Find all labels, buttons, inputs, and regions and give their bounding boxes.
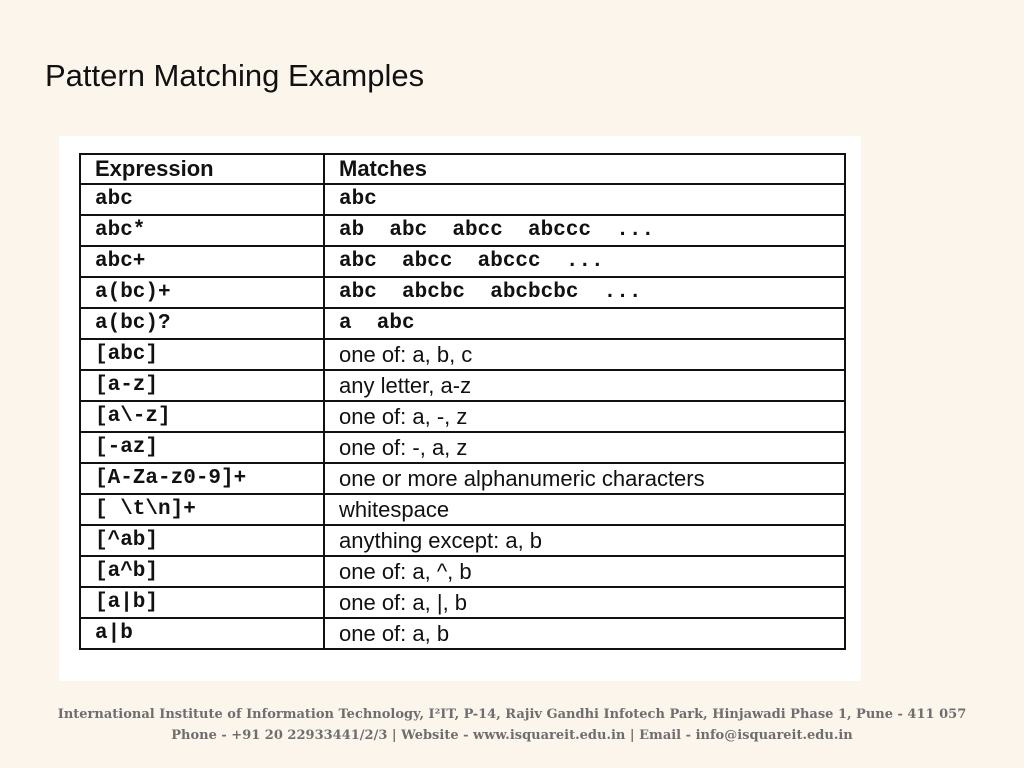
- matches-cell: one of: a, |, b: [324, 587, 845, 618]
- expression-cell: [a^b]: [80, 556, 324, 587]
- table-row: [80, 277, 845, 308]
- table-row: [80, 432, 845, 463]
- matches-cell: anything except: a, b: [324, 525, 845, 556]
- expression-cell: abc+: [80, 246, 324, 277]
- table-row: [80, 215, 845, 246]
- expression-cell: [A-Za-z0-9]+: [80, 463, 324, 494]
- matches-cell: one of: -, a, z: [324, 432, 845, 463]
- table-row: [80, 184, 845, 215]
- matches-cell: any letter, a-z: [324, 370, 845, 401]
- table-row: [80, 525, 845, 556]
- expression-cell: [a-z]: [80, 370, 324, 401]
- table-row: [80, 556, 845, 587]
- expression-cell: [a\-z]: [80, 401, 324, 432]
- expression-cell: [abc]: [80, 339, 324, 370]
- pattern-table: [79, 153, 846, 650]
- table-row: [80, 618, 845, 649]
- expression-cell: a(bc)?: [80, 308, 324, 339]
- matches-cell: one or more alphanumeric characters: [324, 463, 845, 494]
- table-row: [80, 463, 845, 494]
- table-row: [80, 370, 845, 401]
- table-body: [80, 184, 845, 649]
- expression-cell: [ \t\n]+: [80, 494, 324, 525]
- matches-cell: ab abc abcc abccc ...: [324, 215, 845, 246]
- table-row: [80, 339, 845, 370]
- expression-cell: a(bc)+: [80, 277, 324, 308]
- expression-cell: abc*: [80, 215, 324, 246]
- matches-cell: one of: a, b: [324, 618, 845, 649]
- table-header-row: [80, 154, 845, 184]
- table-row: [80, 308, 845, 339]
- matches-cell: abc abcc abccc ...: [324, 246, 845, 277]
- table-row: [80, 494, 845, 525]
- expression-cell: a|b: [80, 618, 324, 649]
- matches-cell: one of: a, ^, b: [324, 556, 845, 587]
- header-matches: Matches: [324, 154, 845, 184]
- table-image-panel: [59, 136, 861, 681]
- header-expression: Expression: [80, 154, 324, 184]
- matches-cell: one of: a, -, z: [324, 401, 845, 432]
- matches-cell: whitespace: [324, 494, 845, 525]
- expression-cell: [-az]: [80, 432, 324, 463]
- table-row: [80, 246, 845, 277]
- footer-address: International Institute of Information Technology, I²IT, P-14, Rajiv Gandhi Infotech Park, Hinjawadi Phase 1, Pune - 411 057: [57, 707, 967, 722]
- matches-cell: abc abcbc abcbcbc ...: [324, 277, 845, 308]
- footer-contact: Phone - +91 20 22933441/2/3 | Website - www.isquareit.edu.in | Email - info@isquareit.edu.in: [171, 728, 853, 743]
- expression-cell: abc: [80, 184, 324, 215]
- matches-cell: abc: [324, 184, 845, 215]
- page-title: Pattern Matching Examples: [45, 58, 425, 93]
- expression-cell: [^ab]: [80, 525, 324, 556]
- expression-cell: [a|b]: [80, 587, 324, 618]
- matches-cell: a abc: [324, 308, 845, 339]
- matches-cell: one of: a, b, c: [324, 339, 845, 370]
- table-row: [80, 401, 845, 432]
- table-row: [80, 587, 845, 618]
